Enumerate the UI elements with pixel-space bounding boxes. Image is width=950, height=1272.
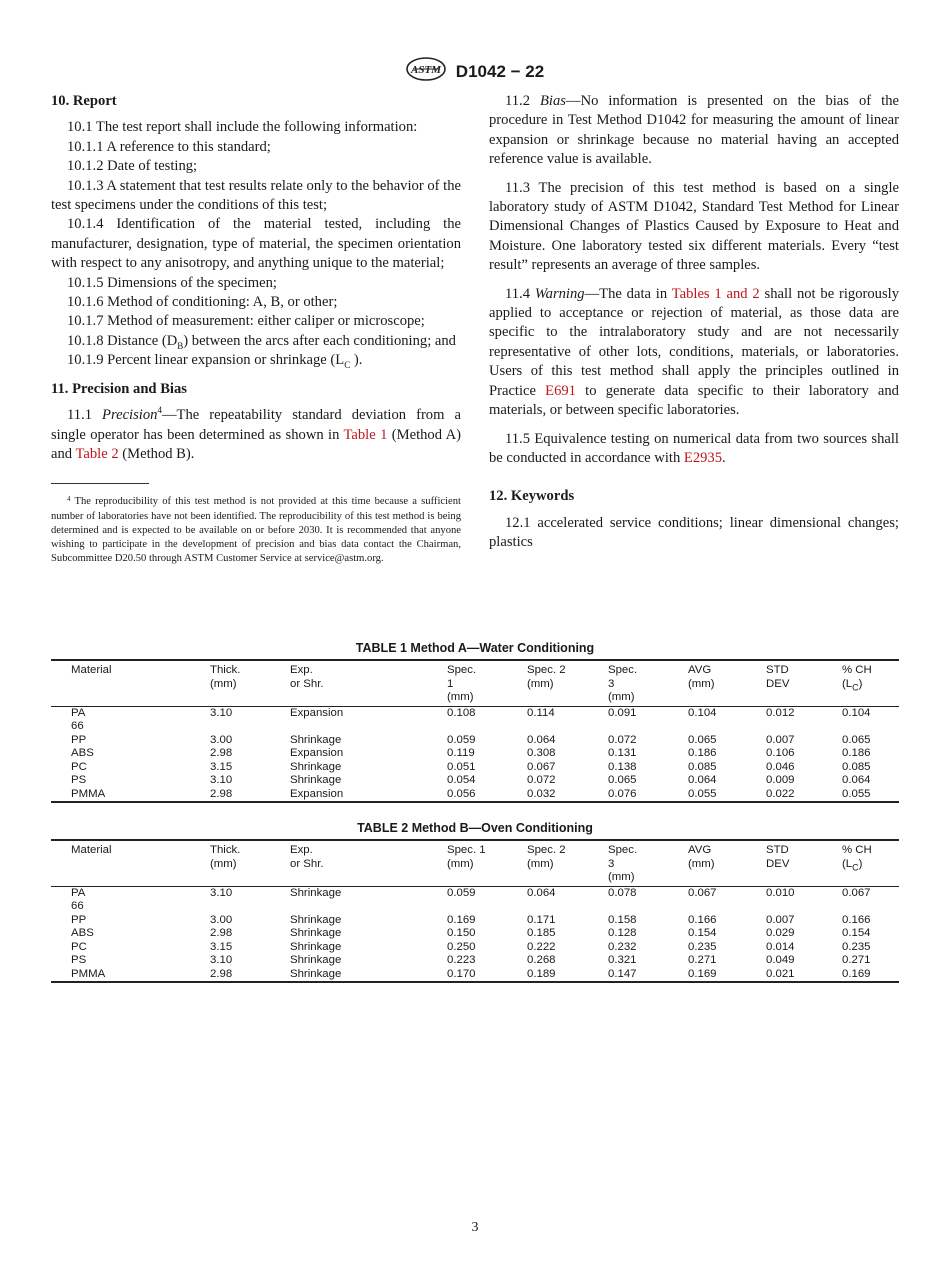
table-cell: 0.119 — [447, 747, 475, 759]
table-row — [51, 761, 899, 775]
table-cell: 0.078 — [608, 886, 637, 899]
table-cell: 0.104 — [842, 706, 871, 719]
table-cell: 0.321 — [608, 954, 637, 966]
table2-col-header: STD DEV — [766, 844, 790, 870]
table-cell: 0.064 — [842, 774, 871, 786]
table2-col-header: Exp. or Shr. — [290, 844, 324, 870]
table-cell: 0.007 — [766, 913, 795, 926]
table-cell: 3.10 — [210, 706, 233, 719]
table-cell: 0.308 — [527, 747, 556, 759]
table-cell: 0.131 — [608, 747, 637, 759]
table-cell: 2.98 — [210, 927, 233, 939]
table-cell: 0.114 — [527, 706, 555, 719]
table-1-grid — [51, 659, 899, 803]
table-cell: 0.065 — [608, 774, 637, 786]
table-cell: PA 66 — [71, 886, 86, 912]
table-cell: 3.00 — [210, 733, 233, 746]
table-cell: 0.065 — [688, 733, 717, 746]
para-10-1-2: 10.1.2 Date of testing; — [67, 158, 198, 175]
table-cell: 0.271 — [688, 954, 717, 966]
table-cell: 0.055 — [842, 787, 871, 800]
table-cell: PMMA — [71, 967, 106, 980]
table-cell: 0.186 — [688, 747, 717, 759]
table-cell: 0.065 — [842, 733, 871, 746]
table-cell: 0.051 — [447, 760, 476, 773]
table-cell: 0.169 — [688, 967, 717, 980]
table1-col-header: Exp. or Shr. — [290, 664, 324, 690]
section-11-heading: 11. Precision and Bias — [51, 380, 187, 397]
table-cell: 0.185 — [527, 927, 556, 939]
table2-col-header: AVG (mm) — [688, 844, 715, 870]
table-cell: 0.169 — [842, 967, 871, 980]
table-2-title: TABLE 2 Method B—Oven Conditioning — [357, 821, 593, 835]
table-cell: 0.268 — [527, 954, 556, 966]
table-cell: 0.235 — [688, 940, 717, 953]
table-cell: 0.072 — [608, 733, 637, 746]
table-cell: PP — [71, 913, 87, 926]
table-cell: Shrinkage — [290, 954, 342, 966]
table-row — [51, 734, 899, 748]
table2-col-header: % CH $(L_C)$ — [842, 844, 872, 872]
para-11-3: 11.3 The precision of this test method is based on a single laboratory study of ASTM D1042, Standard Test Method for Linear Dimensional Changes of Plastics Caused by Exposure to Heat and Moisture. One laboratory tested six different materials. Every “test result” represents an average of three samples. — [489, 179, 899, 274]
para-10-1-4: 10.1.4 Identification of the material tested, including the manufacturer, designation, type of material, the specimen orientation with respect to any anisotropy, and anything unique to the material; — [51, 216, 461, 272]
table-cell: 0.154 — [842, 927, 871, 939]
table-cell: 0.029 — [766, 927, 795, 939]
right-column — [489, 92, 899, 553]
table-row — [51, 747, 899, 761]
table1-col-header: AVG (mm) — [688, 664, 715, 690]
para-10-1-5: 10.1.5 Dimensions of the specimen; — [67, 274, 277, 291]
table-cell: 0.150 — [447, 927, 476, 939]
table-cell: PC — [71, 760, 87, 773]
para-10-1-9: 10.1.9 Percent linear expansion or shrinkage ($L_C$ ). — [67, 352, 363, 371]
table-cell: 0.064 — [688, 774, 717, 786]
table-cell: 0.158 — [608, 913, 637, 926]
table-1-body — [51, 706, 899, 802]
e691-link[interactable]: E691 — [545, 382, 576, 399]
tables-1-and-2-link[interactable]: Tables 1 and 2 — [671, 285, 760, 302]
table-cell: 0.059 — [447, 886, 476, 899]
table-cell: Shrinkage — [290, 927, 342, 939]
table-cell: 2.98 — [210, 747, 233, 759]
table-cell: Shrinkage — [290, 733, 342, 746]
table-cell: 0.222 — [527, 940, 556, 953]
table-cell: 0.009 — [766, 774, 795, 786]
para-10-1-8: 10.1.8 Distance $(D_B)$ between the arcs after each conditioning; and — [67, 332, 456, 351]
table-row — [51, 914, 899, 928]
e2935-link[interactable]: E2935 — [683, 449, 723, 466]
table2-col-header: Spec. 2 (mm) — [527, 844, 566, 870]
table-cell: 0.232 — [608, 940, 637, 953]
table-1-title: TABLE 1 Method A—Water Conditioning — [355, 641, 595, 655]
table-cell: 0.054 — [447, 774, 476, 786]
table-cell: 0.091 — [608, 706, 637, 719]
table-cell: PP — [71, 733, 87, 746]
table-2-header — [51, 840, 899, 886]
table2-col-header: Spec. 3 (mm) — [608, 844, 638, 883]
footnote-divider — [51, 483, 149, 484]
table-row — [51, 886, 899, 914]
table1-col-header: Spec. 3 (mm) — [608, 664, 638, 703]
table-cell: Shrinkage — [290, 886, 342, 899]
table-cell: 0.186 — [842, 747, 871, 759]
table-cell: 3.15 — [210, 760, 233, 773]
table-row — [51, 941, 899, 955]
table-cell: 3.10 — [210, 886, 233, 899]
table-cell: 0.106 — [766, 747, 795, 759]
table2-col-header: Material — [71, 844, 112, 856]
astm-logo — [406, 56, 446, 87]
table-cell: 0.171 — [527, 913, 556, 926]
table-cell: 0.085 — [842, 760, 871, 773]
table2-col-header: Thick. (mm) — [210, 844, 241, 870]
para-11-5: 11.5 Equivalence testing on numerical data from two sources shall be conducted in accordance with E2935. — [489, 430, 899, 466]
para-11-2: 11.2 Bias—No information is presented on the bias of the procedure in Test Method D1042 for measuring the amount of linear expansion or shrinkage because no material having an accepted reference value is available. — [489, 93, 899, 168]
table-cell: 0.022 — [766, 787, 795, 800]
table-row — [51, 927, 899, 941]
table-cell: 0.104 — [688, 706, 717, 719]
table-cell: Shrinkage — [290, 967, 342, 980]
table-row — [51, 788, 899, 803]
table-cell: PS — [71, 954, 87, 966]
table-cell: 0.223 — [447, 954, 476, 966]
table-cell: 0.014 — [766, 940, 795, 953]
table-cell: 0.059 — [447, 733, 476, 746]
table-cell: 0.085 — [688, 760, 717, 773]
table-cell: 2.98 — [210, 967, 233, 980]
table2-col-header: Spec. 1 (mm) — [447, 844, 486, 870]
table-cell: 3.00 — [210, 913, 233, 926]
table-cell: 0.250 — [447, 940, 476, 953]
para-10-1-3: 10.1.3 A statement that test results relate only to the behavior of the test specimens under the conditions of this test; — [51, 177, 461, 214]
table1-col-header: Spec. 1 (mm) — [447, 664, 477, 703]
table-cell: PA 66 — [71, 706, 86, 732]
table-cell: Expansion — [290, 747, 344, 759]
table-cell: 0.032 — [527, 787, 556, 800]
table-2 — [51, 821, 899, 983]
table-cell: 0.166 — [842, 913, 871, 926]
section-10-heading: 10. Report — [51, 93, 117, 109]
para-12-1: 12.1 accelerated service conditions; linear dimensional changes; plastics — [489, 514, 899, 551]
page-number: 3 — [471, 1220, 479, 1235]
para-10-1-1: 10.1.1 A reference to this standard; — [67, 138, 271, 155]
table-cell: 0.067 — [688, 886, 717, 899]
table-cell: 0.154 — [688, 927, 717, 939]
table-cell: 0.067 — [527, 760, 556, 773]
table-2-body — [51, 886, 899, 982]
table-2-link[interactable]: Table 2 — [75, 445, 119, 462]
para-11-4: 11.4 Warning—The data in Tables 1 and 2 shall not be rigorously applied to acceptance or rejection of material, as those data are specific to the intralaboratory study and are not necessarily representative of other lots, conditions, materials, or laboratories. Users of this test method shall apply the principles outlined in Practice E691 to generate data specific to their laboratory and materials, or between specific laboratories. — [489, 285, 899, 419]
table-cell: 0.055 — [688, 787, 717, 800]
table-cell: 3.10 — [210, 954, 233, 966]
table-cell: ABS — [71, 927, 94, 939]
table-2-grid — [51, 839, 899, 983]
table-cell: 3.10 — [210, 774, 233, 786]
table-cell: 0.012 — [766, 706, 795, 719]
table-1 — [51, 641, 899, 803]
table-cell: PMMA — [71, 787, 106, 800]
astm-logo-text: ASTM — [410, 64, 441, 76]
table-cell: Expansion — [290, 706, 344, 719]
table-cell: 0.169 — [447, 913, 476, 926]
table-cell: 0.076 — [608, 787, 637, 800]
table-cell: 0.235 — [842, 940, 871, 953]
table-1-link[interactable]: Table 1 — [343, 426, 388, 443]
table-cell: 2.98 — [210, 787, 233, 800]
table-cell: 0.049 — [766, 954, 795, 966]
table-cell: PS — [71, 774, 87, 786]
table1-col-header: % CH $(L_C)$ — [842, 664, 872, 692]
table1-col-header: STD DEV — [766, 664, 790, 690]
table-cell: 0.056 — [447, 787, 476, 800]
table-cell: 0.064 — [527, 733, 556, 746]
table-cell: 0.138 — [608, 760, 637, 773]
table-cell: 0.021 — [766, 967, 795, 980]
table-cell: Shrinkage — [290, 913, 342, 926]
table-cell: 0.007 — [766, 733, 795, 746]
table1-col-header: Spec. 2 (mm) — [527, 664, 566, 690]
para-10-1: 10.1 The test report shall include the following information: — [67, 119, 418, 136]
table-cell: 0.072 — [527, 774, 556, 786]
table-cell: 0.046 — [766, 760, 795, 773]
table-cell: 0.010 — [766, 886, 795, 899]
table-cell: 0.271 — [842, 954, 871, 966]
table-row — [51, 954, 899, 968]
table-cell: PC — [71, 940, 87, 953]
para-10-1-7: 10.1.7 Method of measurement: either caliper or microscope; — [67, 313, 425, 330]
document-id: D1042 − 22 — [455, 61, 545, 81]
table-cell: 0.128 — [608, 927, 637, 939]
page-header — [0, 56, 950, 87]
table-cell: Shrinkage — [290, 760, 342, 773]
table1-col-header: Material — [71, 664, 112, 676]
table-row — [51, 706, 899, 734]
footnote-4: $^4$ The reproducibility of this test method is not provided at this time because a sufficient number of laboratories have not been identified. The reproducibility of this test method is being determined and is expected to be available on or before 2030. It is recommended that anyone wishing to participate in the development of precision and bias data contact the Chairman, Subcommittee D20.50 through ASTM Customer Service at service@astm.org. — [51, 495, 461, 565]
table-1-header — [51, 660, 899, 706]
table1-col-header: Thick. (mm) — [210, 664, 241, 690]
table-cell: 0.108 — [447, 706, 476, 719]
table-cell: 0.067 — [842, 886, 871, 899]
table-cell: 0.170 — [447, 967, 476, 980]
para-10-1-6: 10.1.6 Method of conditioning: A, B, or other; — [67, 294, 338, 311]
table-cell: 3.15 — [210, 940, 233, 953]
table-cell: Expansion — [290, 787, 344, 800]
table-cell: ABS — [71, 747, 94, 759]
para-11-1: 11.1 Precision$^4$—The repeatability standard deviation from a single operator has been determined as shown in Table 1 (Method A) and Table 2 (Method B). — [51, 405, 461, 462]
table-row — [51, 968, 899, 983]
table-cell: 0.147 — [608, 967, 637, 980]
table-cell: Shrinkage — [290, 774, 342, 786]
table-row — [51, 774, 899, 788]
table-cell: 0.064 — [527, 886, 556, 899]
section-12-heading: 12. Keywords — [489, 488, 575, 505]
table-cell: Shrinkage — [290, 940, 342, 953]
table-cell: 0.166 — [688, 913, 717, 926]
table-cell: 0.189 — [527, 967, 556, 980]
left-column — [51, 92, 461, 566]
